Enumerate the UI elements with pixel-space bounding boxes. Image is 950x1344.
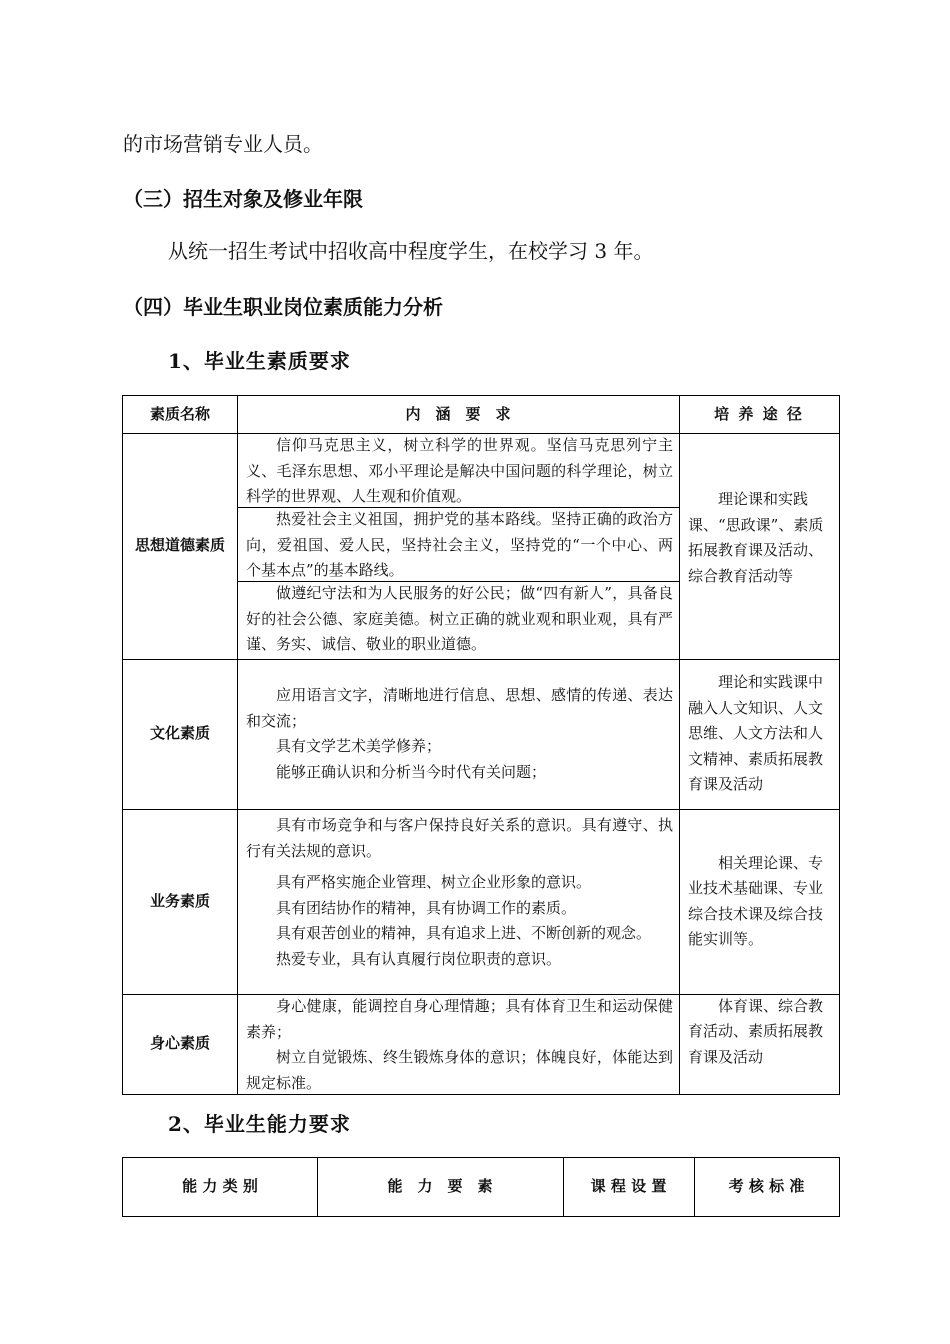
intro-tail-text: 的市场营销专业人员。 (123, 132, 323, 156)
section3-text: 从统一招生考试中招收高中程度学生，在校学习 3 年。 (168, 239, 654, 263)
quality-table (122, 395, 840, 1095)
quality-name-moral: 思想道德素质 (134, 536, 225, 555)
ability-header-elements: 能 力 要 素 (387, 1177, 493, 1196)
header-content: 内 涵 要 求 (405, 404, 511, 423)
moral-content-1: 信仰马克思主义，树立科学的世界观。坚信马克思列宁主义、毛泽东思想、邓小平理论是解决中国问题的科学理论，树立科学的世界观、人生观和价值观。 (246, 436, 673, 505)
physical-ways: 体育课、综合教育活动、素质拓展教育课及活动 (688, 996, 824, 1066)
business-content: 具有市场竞争和与客户保持良好关系的意识。具有遵守、执行有关法规的意识。 具有严格实施企业管理、树立企业形象的意识。 具有团结协作的精神，具有协调工作的素质。 具有艰苦创业的精神，具有追求上进、不断创新的观念。 热爱专业，具有认真履行岗位职责的意识。 (246, 816, 673, 968)
ability-table (122, 1157, 840, 1217)
culture-content: 应用语言文字，清晰地进行信息、思想、感情的传递、表达和交流； 具有文学艺术美学修养； 能够正确认识和分析当今时代有关问题； (246, 686, 673, 781)
moral-content-3: 做遵纪守法和为人民服务的好公民；做“四有新人”，具备良好的社会公德、家庭美德。树立正确的就业观和职业观，具有严谨、务实、诚信、敬业的职业道德。 (246, 584, 673, 653)
section4-heading: （四）毕业生职业岗位素质能力分析 (123, 295, 443, 319)
quality-name-physical: 身心素质 (149, 1034, 210, 1053)
quality-name-business: 业务素质 (149, 891, 210, 910)
ability-header-category: 能 力 类 别 (182, 1177, 258, 1196)
header-ways: 培 养 途 径 (714, 404, 804, 423)
culture-ways: 理论和实践课中融入人文知识、人文思维、人文方法和人文精神、素质拓展教育课及活动 (688, 673, 824, 794)
ability-header-assessment: 考 核 标 准 (728, 1177, 805, 1196)
quality-name-culture: 文化素质 (149, 724, 210, 743)
header-quality-name: 素质名称 (149, 404, 210, 423)
section3-heading: （三）招生对象及修业年限 (123, 187, 363, 211)
quality-req-heading: 1、毕业生素质要求 (168, 349, 351, 373)
ability-req-heading: 2、毕业生能力要求 (168, 1112, 351, 1136)
business-ways: 相关理论课、专业技术基础课、专业综合技术课及综合技能实训等。 (688, 853, 824, 948)
moral-ways: 理论课和实践课、“思政课”、素质拓展教育课及活动、综合教育活动等 (688, 490, 824, 585)
physical-content: 身心健康，能调控自身心理情趣；具有体育卫生和运动保健素养； 树立自觉锻炼、终生锻炼身体的意识；体魄良好，体能达到规定标准。 (246, 997, 673, 1092)
ability-header-courses: 课 程 设 置 (590, 1177, 667, 1196)
moral-content-2: 热爱社会主义祖国，拥护党的基本路线。坚持正确的政治方向，爱祖国、爱人民，坚持社会主义，坚持党的“一个中心、两个基本点”的基本路线。 (246, 510, 673, 579)
